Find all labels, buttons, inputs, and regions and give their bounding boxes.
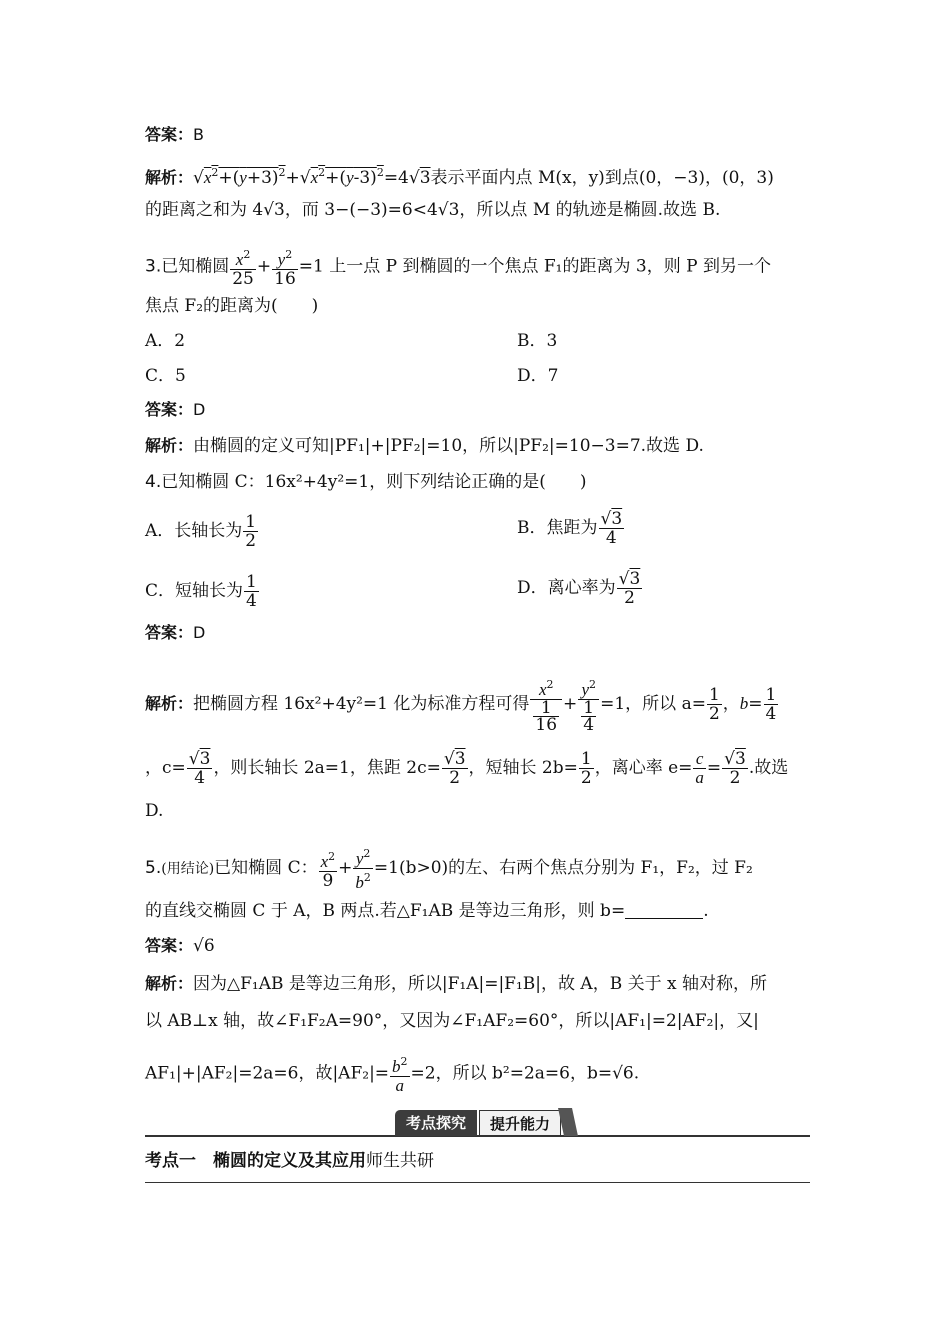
- q4-stem: [145, 470, 810, 494]
- q4-answer-line: [145, 621, 810, 645]
- q3-analysis: 由椭圆的定义可知|PF₁|+|PF₂|=10，所以|PF₂|=10−3=7.故选 D.: [193, 436, 704, 456]
- q2-analysis-line2: 的距离之和为 4√3，而 3−(−3)=6<4√3，所以点 M 的轨迹是椭圆.故选 B.: [145, 200, 721, 220]
- q3-stem-pre: 已知椭圆: [161, 256, 230, 277]
- q5-tag: (用结论): [161, 861, 215, 877]
- q3-ellipse-fraction-x: $\frac{x^2}{25}$: [232, 248, 254, 289]
- q4-number: 4.: [145, 472, 162, 492]
- q4-option-a: A．长轴长为 $\frac{1}{2}$: [145, 512, 257, 551]
- banner-tail-decoration: [558, 1108, 578, 1136]
- q5-analysis-line3: AF₁|+|AF₂|=2a=6，故|AF₂|= $\frac{b^2}{a}$ =2，所以 b²=2a=6，b=√6.: [145, 1055, 640, 1095]
- q4-option-a-label: A．长轴长为: [145, 521, 243, 541]
- q5-analysis1: 因为△F₁AB 是等边三角形，所以|F₁A|=|F₁B|，故 A，B 关于 x 轴对称，所: [193, 974, 767, 994]
- q4-option-d-label: D．离心率为: [517, 578, 616, 598]
- analysis-label: 解析：: [145, 168, 194, 187]
- q2-answer: B: [193, 125, 204, 144]
- q5-stem-pre: 已知椭圆 C：: [214, 858, 318, 878]
- q4-option-c: C．短轴长为 $\frac{1}{4}$: [145, 572, 257, 611]
- q4-option-b: B．焦距为 $\frac{√3}{4}$: [517, 509, 623, 548]
- q4-option-c-label: C．短轴长为: [145, 581, 244, 601]
- analysis-label: 解析：: [145, 974, 194, 993]
- q3-option-d: D．7: [517, 366, 559, 386]
- q5-stem-post: =1(b>0)的左、右两个焦点分别为 F₁，F₂，过 F₂: [373, 858, 753, 878]
- q4-analysis-c: ，短轴长 2b=: [468, 758, 578, 778]
- section-tag: 师生共研: [366, 1151, 434, 1171]
- q3-stem-line1: 3.已知椭圆 $\frac{x^2}{25}$ + $\frac{y^2}{16}$ =1 上一点 P 到椭圆的一个焦点 F₁的距离为 3，则 P 到另一个: [145, 248, 771, 289]
- q2-analysis-line1: [145, 161, 810, 190]
- q5-stem-line1: 5.(用结论)已知椭圆 C： $\frac{x^2}{9}$ + $\frac{y^2}{b^2}$ =1(b>0)的左、右两个焦点分别为 F₁，F₂，过 F₂: [145, 847, 753, 892]
- q5-stem-line2: 的直线交椭圆 C 于 A，B 两点.若△F₁AB 是等边三角形，则 b= .: [145, 901, 709, 921]
- q3-option-b: B．3: [517, 331, 558, 351]
- q4-answer: D: [193, 623, 206, 642]
- q5-number: 5.: [145, 858, 162, 878]
- q4-analysis-a: ，c=: [145, 758, 186, 778]
- banner-rule: [145, 1135, 810, 1137]
- q3-number: 3.: [145, 256, 162, 277]
- q2-formula: $√x^2+(y+3)^2+√x^2+(y-3)^2=4√3$: [193, 166, 431, 188]
- section-title: 考点一 椭圆的定义及其应用: [145, 1151, 366, 1171]
- analysis-label: 解析：: [145, 694, 194, 713]
- q3-option-a: A．2: [145, 331, 186, 351]
- q5-analysis3-post: =2，所以 b²=2a=6，b=√6.: [410, 1063, 640, 1084]
- answer-label: 答案：: [145, 623, 194, 642]
- q3-answer-line: [145, 398, 810, 422]
- answer-blank: [625, 900, 703, 919]
- q3-ellipse-fraction-y: $\frac{y^2}{16}$: [274, 248, 296, 289]
- q5-answer: √6: [193, 936, 215, 956]
- q5-stem-text: 的直线交椭圆 C 于 A，B 两点.若△F₁AB 是等边三角形，则 b=: [145, 901, 626, 921]
- section-heading: [145, 1148, 810, 1183]
- q5-analysis-line1: [145, 972, 810, 996]
- q3-answer: D: [193, 400, 206, 419]
- q5-analysis3-pre: AF₁|+|AF₂|=2a=6，故|AF₂|=: [145, 1063, 390, 1084]
- section-banner: [145, 1108, 810, 1140]
- q2-answer-line: [145, 123, 810, 147]
- q4-analysis-line2: ，c= $\frac{√3}{4}$ ，则长轴长 2a=1，焦距 2c= $\frac{√3}{2}$ ，短轴长 2b= $\frac{1}{2}$ ，离心率 e= $\frac{c}{a}$ = $\frac{√3}{2}$ .故选: [145, 749, 789, 788]
- q3-stem-line2: 焦点 F₂的距离为( ): [145, 296, 319, 316]
- q5-analysis-line2: 以 AB⊥x 轴，故∠F₁F₂A=90°，又因为∠F₁AF₂=60°，所以|AF₁|=2|AF₂|，又|: [145, 1011, 759, 1031]
- q4-analysis-pre: 把椭圆方程 16x²+4y²=1 化为标准方程可得: [193, 694, 530, 714]
- q4-stem-text: 已知椭圆 C：16x²+4y²=1，则下列结论正确的是( ): [161, 472, 587, 492]
- banner-right-label: 提升能力: [479, 1110, 561, 1136]
- q4-analysis-b: ，则长轴长 2a=1，焦距 2c=: [213, 758, 441, 778]
- q4-option-d: D．离心率为 $\frac{√3}{2}$: [517, 569, 641, 608]
- q4-analysis-mid: =1，所以 a=: [600, 694, 706, 714]
- analysis-label: 解析：: [145, 436, 194, 455]
- answer-label: 答案：: [145, 400, 194, 419]
- q4-option-b-label: B．焦距为: [517, 518, 598, 538]
- answer-label: 答案：: [145, 125, 194, 144]
- q4-analysis-d: ，离心率 e=: [594, 758, 693, 778]
- q5-answer-line: [145, 934, 810, 958]
- answer-label: 答案：: [145, 936, 194, 955]
- q3-option-c: C．5: [145, 366, 186, 386]
- q4-analysis-line3: D.: [145, 801, 164, 821]
- q2-analysis-text1: 表示平面内点 M(x，y)到点(0，−3)，(0，3): [430, 168, 774, 188]
- q3-stem-post: =1 上一点 P 到椭圆的一个焦点 F₁的距离为 3，则 P 到另一个: [298, 256, 771, 277]
- banner-left-label: 考点探究: [395, 1110, 477, 1136]
- q4-analysis-line1: 解析：把椭圆方程 16x²+4y²=1 化为标准方程可得 $\frac{x^2}{\frac{1}{16}}$ + $\frac{y^2}{\frac{1}{4}}$ =1，所以 a= $\frac{1}{2}$ ，b= $\frac{1}{4}$: [145, 678, 777, 735]
- q4-analysis-e: .故选: [748, 758, 789, 778]
- q3-analysis-line: [145, 434, 810, 458]
